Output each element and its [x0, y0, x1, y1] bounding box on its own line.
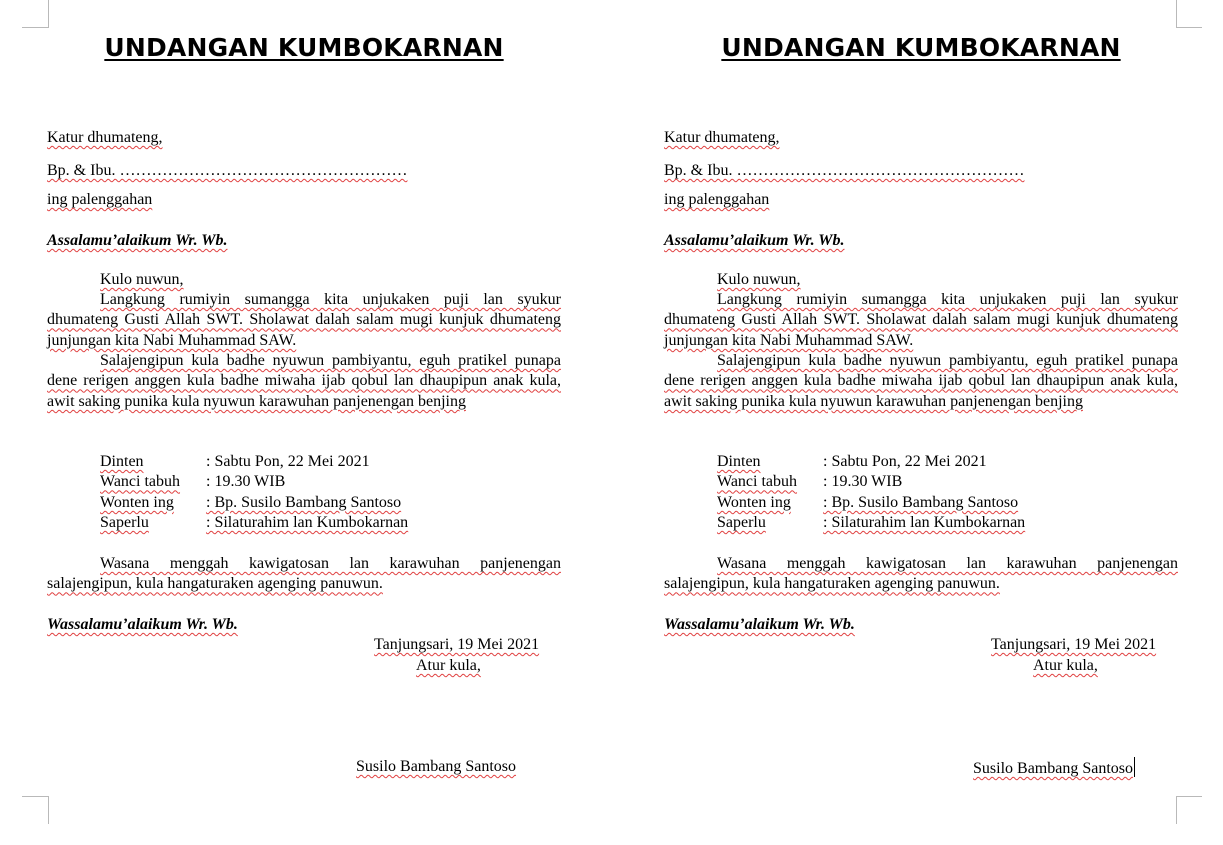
event-details [717, 452, 1025, 534]
salam-open: Assalamu’alaikum Wr. Wb. [47, 232, 228, 249]
detail-row: Wanci tabuh : 19.30 WIB [717, 473, 903, 491]
signature-name: Susilo Bambang Santoso [356, 758, 517, 775]
crop-mark-top-right [1176, 0, 1202, 28]
invitation-left [47, 0, 561, 845]
detail-row: Dinten : Sabtu Pon, 22 Mei 2021 [100, 453, 370, 470]
address-line-3: ing palenggahan [47, 191, 153, 208]
paragraph-1: Langkung rumiyin sumangga kita unjukaken puji lan syukur dhumateng Gusti Allah SWT. Sholawat dalah salam mugi kunjuk dhumateng junjungan kita Nabi Muhammad SAW. [664, 291, 1178, 349]
detail-row: Saperlu : Silaturahim lan Kumbokarnan [100, 514, 409, 532]
crop-mark-bottom-left [22, 796, 49, 824]
closing-paragraph: Wasana menggah kawigatosan lan karawuhan panjenengan salajengipun, kula hangaturaken agenging panuwun. [664, 555, 1178, 593]
address-line-3: ing palenggahan [664, 191, 770, 208]
letter-title: UNDANGAN KUMBOKARNAN [104, 33, 504, 62]
signature-name[interactable]: Susilo Bambang Santoso [973, 757, 1135, 779]
detail-row: Saperlu : Silaturahim lan Kumbokarnan [717, 514, 1026, 532]
paragraph-2: Salajengipun kula badhe nyuwun pambiyantu, eguh pratikel punapa dene rerigen anggen kula badhe miwaha ijab qobul lan dhaupipun anak kula, awit saking punika kula nyuwun karawuhan panjenengan benjing [664, 352, 1178, 410]
salam-close: Wassalamu’alaikum Wr. Wb. [664, 616, 855, 633]
text-cursor [1134, 757, 1135, 777]
crop-mark-top-left [22, 0, 49, 28]
atur-kula: Atur kula, [416, 657, 481, 674]
crop-mark-bottom-right [1176, 796, 1202, 824]
detail-row: Wanci tabuh : 19.30 WIB [100, 473, 286, 491]
opening-greeting: Kulo nuwun, [100, 271, 184, 288]
detail-row: Wonten ing : Bp. Susilo Bambang Santoso [100, 493, 402, 511]
salam-close: Wassalamu’alaikum Wr. Wb. [47, 616, 238, 633]
detail-row: Dinten : Sabtu Pon, 22 Mei 2021 [717, 453, 987, 470]
salam-open: Assalamu’alaikum Wr. Wb. [664, 232, 845, 249]
opening-greeting: Kulo nuwun, [717, 271, 801, 288]
invitation-right [664, 0, 1178, 845]
paragraph-2: Salajengipun kula badhe nyuwun pambiyantu, eguh pratikel punapa dene rerigen anggen kula badhe miwaha ijab qobul lan dhaupipun anak kula, awit saking punika kula nyuwun karawuhan panjenengan benjing [47, 352, 561, 410]
place-date: Tanjungsari, 19 Mei 2021 [374, 636, 540, 653]
letter-title: UNDANGAN KUMBOKARNAN [721, 33, 1121, 62]
address-line-1: Katur dhumateng, [664, 129, 780, 146]
address-line-1: Katur dhumateng, [47, 129, 163, 146]
address-line-2: Bp. & Ibu. ……………………………………………… [664, 162, 1025, 179]
atur-kula: Atur kula, [1033, 657, 1098, 674]
detail-row: Wonten ing : Bp. Susilo Bambang Santoso [717, 493, 1019, 511]
paragraph-1: Langkung rumiyin sumangga kita unjukaken puji lan syukur dhumateng Gusti Allah SWT. Sholawat dalah salam mugi kunjuk dhumateng junjungan kita Nabi Muhammad SAW. [47, 291, 561, 349]
event-details [100, 452, 408, 534]
address-line-2: Bp. & Ibu. ……………………………………………… [47, 162, 408, 179]
place-date: Tanjungsari, 19 Mei 2021 [991, 636, 1157, 653]
closing-paragraph: Wasana menggah kawigatosan lan karawuhan panjenengan salajengipun, kula hangaturaken agenging panuwun. [47, 555, 561, 593]
